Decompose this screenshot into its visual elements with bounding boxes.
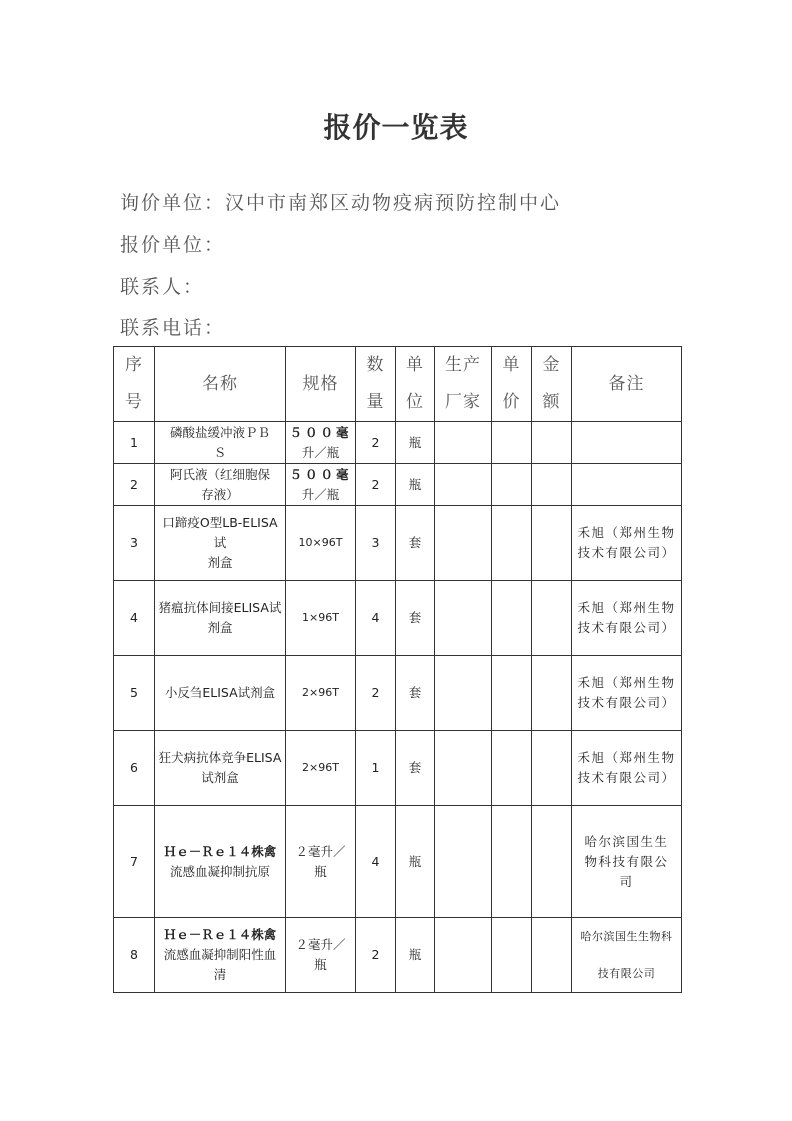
header-qty — [356, 347, 396, 422]
table-row — [114, 422, 682, 464]
name-line: 狂犬病抗体竞争ELISA — [158, 750, 282, 765]
cell-amount[interactable] — [532, 464, 572, 506]
header-amount-line2: 额 — [542, 392, 561, 412]
cell-amount[interactable] — [532, 422, 572, 464]
cell-maker[interactable] — [435, 506, 492, 581]
cell-note — [572, 581, 682, 656]
cell-spec: 1×96T — [286, 581, 356, 656]
cell-qty: 2 — [356, 422, 396, 464]
spec-line: ５００毫 — [289, 424, 352, 440]
table-row — [114, 918, 682, 993]
table-row — [114, 806, 682, 918]
name-line: 剂盒 — [207, 620, 233, 635]
inquiry-unit: 询价单位：汉中市南郑区动物疫病预防控制中心 — [120, 192, 562, 214]
cell-note — [572, 422, 682, 464]
cell-note — [572, 506, 682, 581]
header-note: 备注 — [572, 347, 682, 422]
cell-seq: 2 — [114, 464, 155, 506]
cell-price[interactable] — [492, 656, 532, 731]
cell-seq: 4 — [114, 581, 155, 656]
header-price — [492, 347, 532, 422]
cell-amount[interactable] — [532, 581, 572, 656]
header-maker — [435, 347, 492, 422]
cell-name — [155, 806, 286, 918]
name-line: Ｈｅ－Ｒｅ１４株禽 — [163, 843, 277, 859]
cell-name — [155, 422, 286, 464]
cell-price[interactable] — [492, 506, 532, 581]
cell-seq: 5 — [114, 656, 155, 731]
cell-spec — [286, 918, 356, 993]
contact-phone: 联系电话： — [120, 317, 226, 339]
cell-maker[interactable] — [435, 918, 492, 993]
page-title: 报价一览表 — [323, 111, 469, 144]
name-line: 口蹄疫O型LB-ELISA试 — [162, 515, 278, 550]
cell-unit: 瓶 — [396, 806, 435, 918]
cell-maker[interactable] — [435, 464, 492, 506]
name-line: 剂盒 — [207, 555, 233, 570]
note-line: 物科技有限公 — [584, 853, 669, 869]
cell-price[interactable] — [492, 581, 532, 656]
cell-seq: 7 — [114, 806, 155, 918]
cell-name — [155, 464, 286, 506]
header-unit-line2: 位 — [406, 392, 424, 412]
cell-amount[interactable] — [532, 506, 572, 581]
cell-unit: 瓶 — [396, 464, 435, 506]
cell-note — [572, 806, 682, 918]
cell-note — [572, 918, 682, 993]
note-line: 哈尔滨国生生物科 — [580, 930, 673, 943]
cell-amount[interactable] — [532, 731, 572, 806]
header-qty-line1: 数 — [366, 355, 385, 375]
cell-spec: 2×96T — [286, 656, 356, 731]
quote-table — [113, 346, 682, 993]
cell-amount[interactable] — [532, 656, 572, 731]
cell-unit: 瓶 — [396, 422, 435, 464]
header-maker-line1: 生产 — [445, 355, 481, 375]
cell-unit: 套 — [396, 506, 435, 581]
header-price-line2: 价 — [502, 392, 521, 412]
cell-name — [155, 918, 286, 993]
cell-maker[interactable] — [435, 656, 492, 731]
name-line: Ｓ — [213, 444, 227, 460]
cell-qty: 2 — [356, 464, 396, 506]
cell-maker[interactable] — [435, 581, 492, 656]
name-line: 流感血凝抑制抗原 — [169, 863, 270, 879]
cell-qty: 1 — [356, 731, 396, 806]
cell-price[interactable] — [492, 806, 532, 918]
name-line: 猪瘟抗体间接ELISA试 — [158, 600, 282, 615]
note-line: 技术有限公司） — [577, 770, 676, 785]
cell-unit: 套 — [396, 731, 435, 806]
note-line: 技术有限公司） — [577, 695, 676, 710]
cell-spec: 2×96T — [286, 731, 356, 806]
table-header-row — [114, 347, 682, 422]
note-line: 技有限公司 — [597, 967, 656, 980]
header-price-line1: 单 — [502, 355, 521, 375]
spec-line: 升／瓶 — [301, 486, 340, 502]
quote-unit: 报价单位： — [120, 234, 226, 256]
cell-price[interactable] — [492, 918, 532, 993]
header-seq-line1: 序 — [125, 355, 143, 375]
cell-seq: 1 — [114, 422, 155, 464]
header-seq-line2: 号 — [125, 392, 143, 412]
note-line: 技术有限公司） — [577, 545, 676, 560]
cell-price[interactable] — [492, 464, 532, 506]
cell-name — [155, 581, 286, 656]
note-line: 禾旭（郑州生物 — [577, 750, 676, 765]
table-row — [114, 464, 682, 506]
note-line: 禾旭（郑州生物 — [577, 675, 676, 690]
cell-unit: 瓶 — [396, 918, 435, 993]
cell-price[interactable] — [492, 422, 532, 464]
header-qty-line2: 量 — [366, 392, 385, 412]
spec-line: 升／瓶 — [301, 444, 340, 460]
cell-note — [572, 731, 682, 806]
cell-note — [572, 464, 682, 506]
name-line: Ｈｅ－Ｒｅ１４株禽 — [163, 927, 277, 942]
cell-unit: 套 — [396, 581, 435, 656]
header-maker-line2: 厂家 — [445, 392, 481, 412]
name-line: 阿氏液（红细胞保 — [169, 466, 270, 482]
name-line: 磷酸盐缓冲液ＰＢ — [169, 424, 270, 440]
cell-seq: 6 — [114, 731, 155, 806]
name-line: 流感血凝抑制阳性血 — [163, 947, 277, 962]
table-row — [114, 581, 682, 656]
header-amount — [532, 347, 572, 422]
header-unit — [396, 347, 435, 422]
spec-line: 瓶 — [314, 863, 327, 879]
note-line: 哈尔滨国生生 — [584, 833, 669, 849]
cell-name — [155, 506, 286, 581]
cell-spec — [286, 422, 356, 464]
table-row — [114, 506, 682, 581]
table-row — [114, 656, 682, 731]
spec-line: 瓶 — [314, 957, 327, 972]
cell-qty: 4 — [356, 806, 396, 918]
cell-seq: 3 — [114, 506, 155, 581]
note-line: 司 — [619, 873, 634, 889]
cell-unit: 套 — [396, 656, 435, 731]
note-line: 禾旭（郑州生物 — [577, 525, 676, 540]
name-line: 清 — [213, 967, 227, 982]
table-row — [114, 731, 682, 806]
name-line: 试剂盒 — [201, 770, 239, 785]
name-line: 存液） — [201, 486, 239, 502]
cell-qty: 4 — [356, 581, 396, 656]
cell-name — [155, 731, 286, 806]
spec-line: ２毫升／ — [295, 843, 346, 859]
cell-qty: 2 — [356, 656, 396, 731]
header-amount-line1: 金 — [542, 355, 561, 375]
header-unit-line1: 单 — [406, 355, 424, 375]
cell-maker[interactable] — [435, 806, 492, 918]
cell-price[interactable] — [492, 731, 532, 806]
header-name: 名称 — [155, 347, 286, 422]
contact-person: 联系人： — [120, 276, 205, 298]
cell-spec — [286, 464, 356, 506]
cell-qty: 2 — [356, 918, 396, 993]
cell-name: 小反刍ELISA试剂盒 — [155, 656, 286, 731]
cell-maker[interactable] — [435, 422, 492, 464]
cell-spec — [286, 806, 356, 918]
cell-amount[interactable] — [532, 918, 572, 993]
note-line: 禾旭（郑州生物 — [577, 600, 676, 615]
cell-note — [572, 656, 682, 731]
cell-seq: 8 — [114, 918, 155, 993]
note-line: 技术有限公司） — [577, 620, 676, 635]
spec-line: ５００毫 — [289, 466, 352, 482]
cell-spec: 10×96T — [286, 506, 356, 581]
header-spec: 规格 — [286, 347, 356, 422]
cell-qty: 3 — [356, 506, 396, 581]
header-seq — [114, 347, 155, 422]
cell-amount[interactable] — [532, 806, 572, 918]
cell-maker[interactable] — [435, 731, 492, 806]
spec-line: ２毫升／ — [295, 937, 346, 952]
